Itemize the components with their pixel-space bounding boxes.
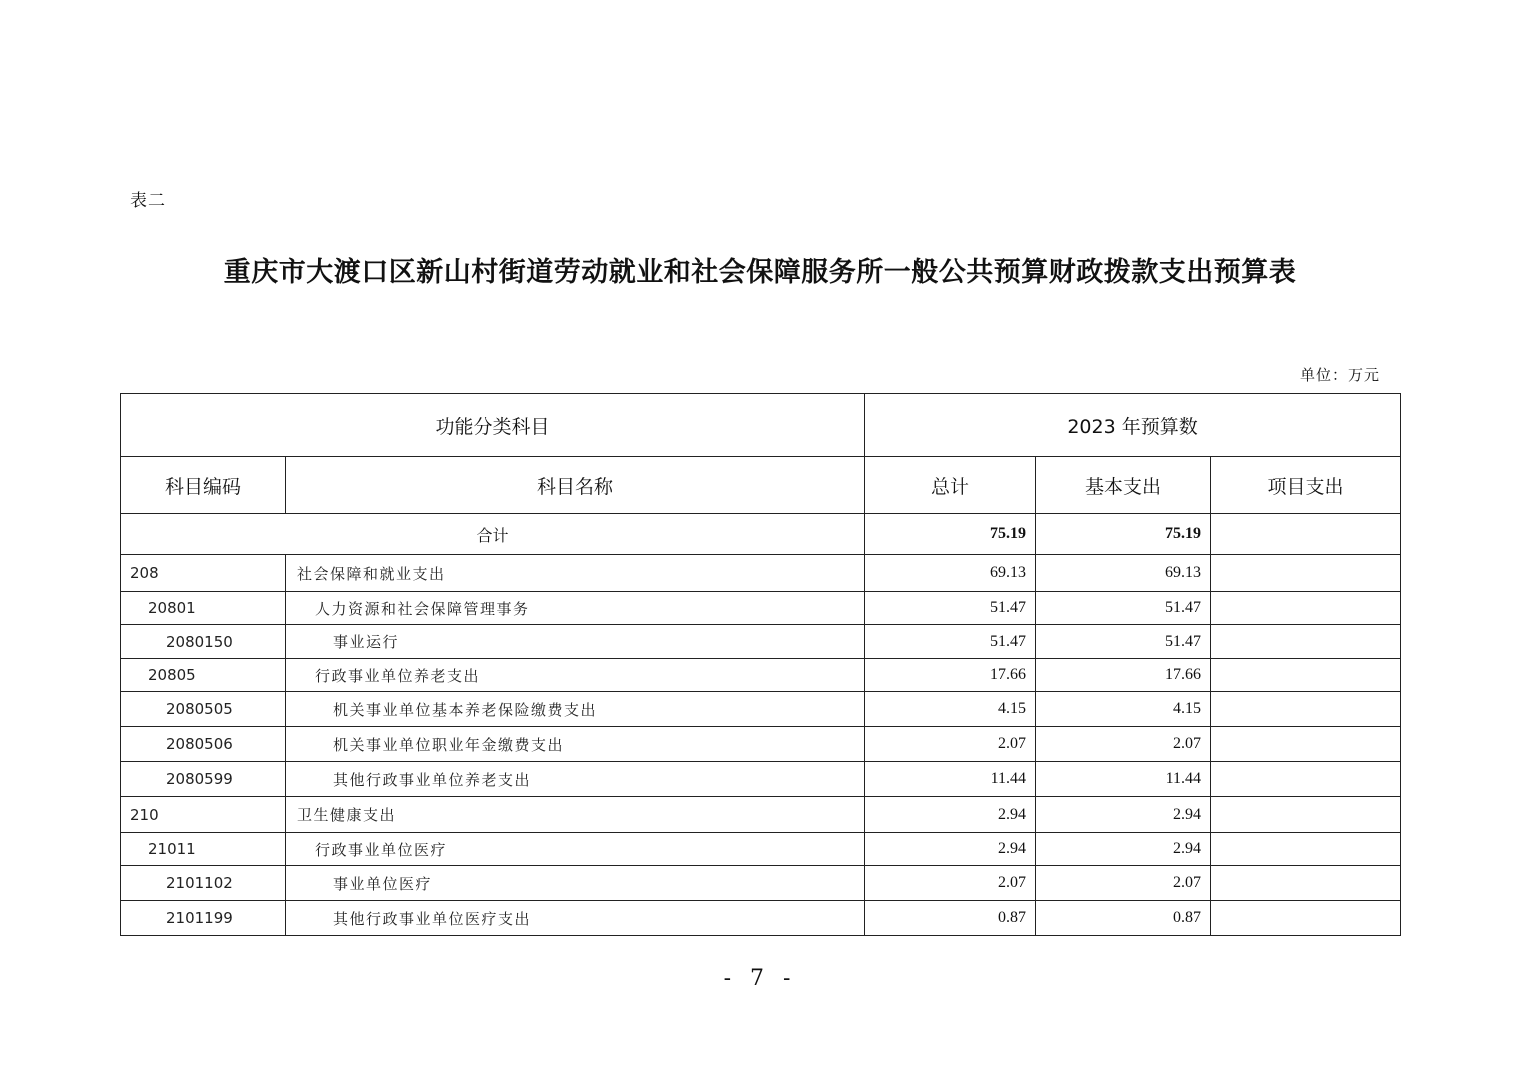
row-basic: 51.47 bbox=[1036, 625, 1211, 659]
row-total: 2.94 bbox=[865, 797, 1036, 833]
row-total: 69.13 bbox=[865, 555, 1036, 592]
row-name: 机关事业单位基本养老保险缴费支出 bbox=[286, 692, 865, 727]
summary-project bbox=[1211, 514, 1401, 555]
row-project bbox=[1211, 901, 1401, 936]
header-code: 科目编码 bbox=[121, 457, 286, 514]
row-name: 其他行政事业单位医疗支出 bbox=[286, 901, 865, 936]
table-row bbox=[121, 625, 1401, 659]
row-code: 2101199 bbox=[121, 901, 286, 936]
row-project bbox=[1211, 797, 1401, 833]
table-row bbox=[121, 727, 1401, 762]
page-title: 重庆市大渡口区新山村街道劳动就业和社会保障服务所一般公共预算财政拨款支出预算表 bbox=[223, 257, 1297, 288]
row-project bbox=[1211, 866, 1401, 901]
row-total: 2.07 bbox=[865, 727, 1036, 762]
row-code: 20801 bbox=[121, 592, 286, 625]
table-row bbox=[121, 555, 1401, 592]
row-basic: 4.15 bbox=[1036, 692, 1211, 727]
header-row-group bbox=[121, 394, 1401, 457]
row-basic: 11.44 bbox=[1036, 762, 1211, 797]
table-row bbox=[121, 692, 1401, 727]
row-name: 其他行政事业单位养老支出 bbox=[286, 762, 865, 797]
row-basic: 2.94 bbox=[1036, 797, 1211, 833]
table-row bbox=[121, 762, 1401, 797]
header-basic: 基本支出 bbox=[1036, 457, 1211, 514]
header-total: 总计 bbox=[865, 457, 1036, 514]
row-total: 0.87 bbox=[865, 901, 1036, 936]
row-total: 51.47 bbox=[865, 592, 1036, 625]
row-total: 11.44 bbox=[865, 762, 1036, 797]
row-name: 行政事业单位养老支出 bbox=[286, 659, 865, 692]
row-code: 2101102 bbox=[121, 866, 286, 901]
row-name: 事业单位医疗 bbox=[286, 866, 865, 901]
table-row bbox=[121, 592, 1401, 625]
row-total: 2.94 bbox=[865, 833, 1036, 866]
table-row bbox=[121, 901, 1401, 936]
summary-label: 合计 bbox=[121, 514, 865, 555]
row-total: 4.15 bbox=[865, 692, 1036, 727]
header-function-group: 功能分类科目 bbox=[121, 394, 865, 457]
row-name: 事业运行 bbox=[286, 625, 865, 659]
header-name: 科目名称 bbox=[286, 457, 865, 514]
row-basic: 17.66 bbox=[1036, 659, 1211, 692]
row-basic: 2.07 bbox=[1036, 866, 1211, 901]
row-name: 卫生健康支出 bbox=[286, 797, 865, 833]
budget-table bbox=[120, 393, 1401, 936]
row-code: 2080505 bbox=[121, 692, 286, 727]
row-name: 社会保障和就业支出 bbox=[286, 555, 865, 592]
table-row bbox=[121, 659, 1401, 692]
row-project bbox=[1211, 625, 1401, 659]
table-row bbox=[121, 797, 1401, 833]
unit-label: 单位：万元 bbox=[1300, 366, 1381, 384]
row-name: 机关事业单位职业年金缴费支出 bbox=[286, 727, 865, 762]
row-project bbox=[1211, 692, 1401, 727]
summary-total: 75.19 bbox=[865, 514, 1036, 555]
row-total: 51.47 bbox=[865, 625, 1036, 659]
row-basic: 69.13 bbox=[1036, 555, 1211, 592]
row-code: 20805 bbox=[121, 659, 286, 692]
row-name: 行政事业单位医疗 bbox=[286, 833, 865, 866]
row-code: 208 bbox=[121, 555, 286, 592]
row-code: 2080506 bbox=[121, 727, 286, 762]
summary-row bbox=[121, 514, 1401, 555]
row-code: 210 bbox=[121, 797, 286, 833]
row-code: 2080150 bbox=[121, 625, 286, 659]
table-row bbox=[121, 833, 1401, 866]
row-basic: 2.07 bbox=[1036, 727, 1211, 762]
row-total: 2.07 bbox=[865, 866, 1036, 901]
header-row-columns bbox=[121, 457, 1401, 514]
row-project bbox=[1211, 727, 1401, 762]
row-code: 2080599 bbox=[121, 762, 286, 797]
row-project bbox=[1211, 659, 1401, 692]
row-project bbox=[1211, 592, 1401, 625]
row-basic: 51.47 bbox=[1036, 592, 1211, 625]
row-name: 人力资源和社会保障管理事务 bbox=[286, 592, 865, 625]
table-row bbox=[121, 866, 1401, 901]
row-project bbox=[1211, 555, 1401, 592]
table-label: 表二 bbox=[130, 191, 166, 211]
row-project bbox=[1211, 833, 1401, 866]
row-basic: 0.87 bbox=[1036, 901, 1211, 936]
header-budget-group: 2023 年预算数 bbox=[865, 394, 1401, 457]
header-project: 项目支出 bbox=[1211, 457, 1401, 514]
row-total: 17.66 bbox=[865, 659, 1036, 692]
row-basic: 2.94 bbox=[1036, 833, 1211, 866]
row-code: 21011 bbox=[121, 833, 286, 866]
page-number: - 7 - bbox=[723, 966, 797, 991]
summary-basic: 75.19 bbox=[1036, 514, 1211, 555]
row-project bbox=[1211, 762, 1401, 797]
